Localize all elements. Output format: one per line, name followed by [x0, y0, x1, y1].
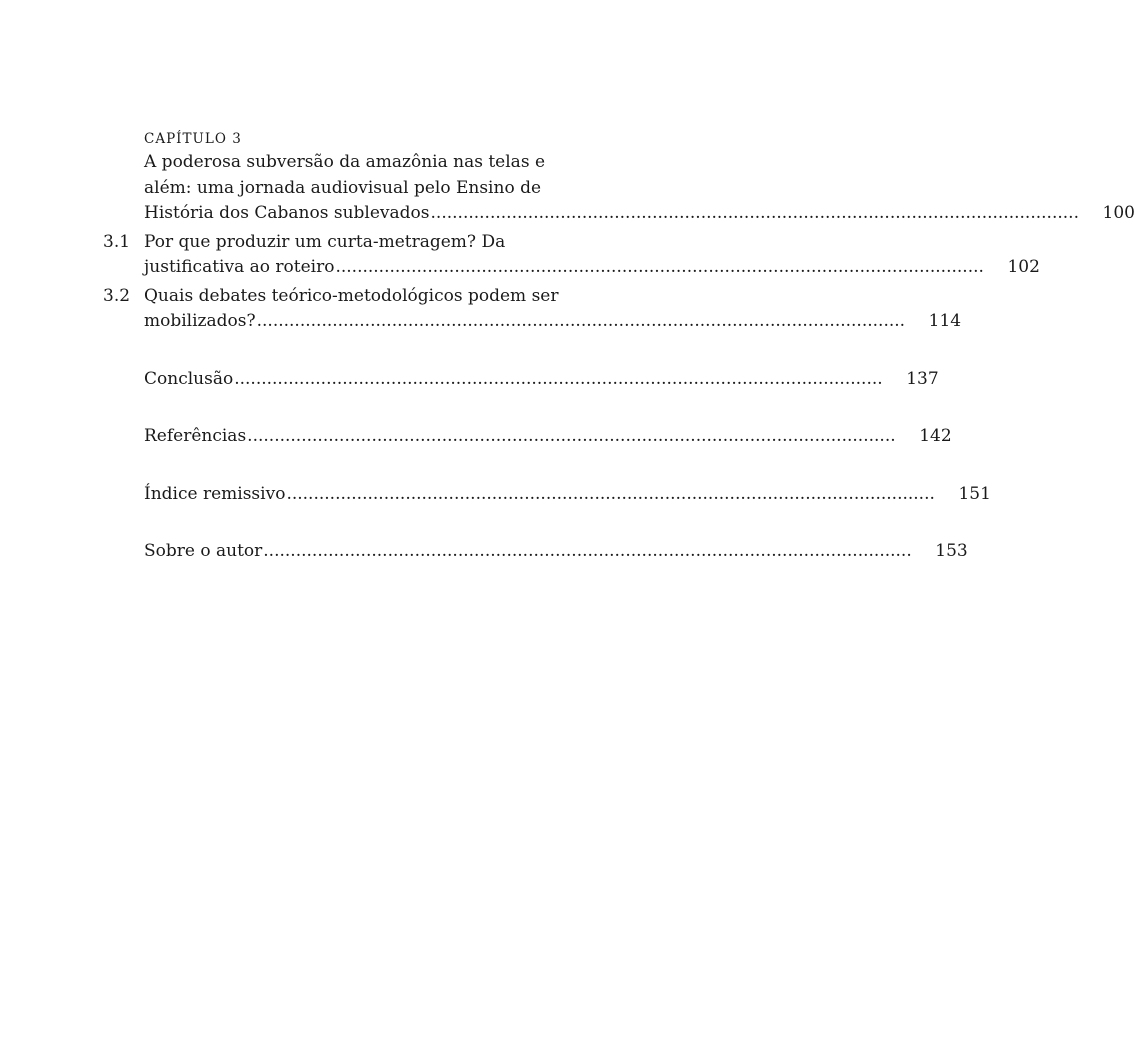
page-number: 153 [935, 541, 968, 561]
section-title-line: justificativa ao roteiro [144, 257, 335, 277]
dot-leader [257, 309, 905, 335]
chapter-label: CAPÍTULO 3 [144, 131, 242, 147]
page-number: 142 [919, 426, 952, 446]
toc-entry-conclusion[interactable] [103, 367, 939, 393]
toc-entry-references[interactable] [103, 424, 952, 450]
page-number: 114 [928, 311, 962, 331]
page-number: 102 [1007, 257, 1040, 277]
toc-entry-index[interactable] [103, 482, 991, 508]
chapter-title-line: além: uma jornada audiovisual pelo Ensino de [144, 177, 542, 198]
section-title-line: mobilizados? [144, 311, 256, 331]
chapter-title-line: A poderosa subversão da amazônia nas telas e [144, 152, 546, 172]
dot-leader [234, 367, 882, 393]
table-of-contents [103, 128, 1135, 565]
page-number: 100 [1102, 203, 1135, 223]
section-title-line: Quais debates teórico-metodológicos podem ser [144, 285, 559, 306]
entry-title: Conclusão [144, 368, 234, 389]
entry-title: Referências [144, 426, 247, 446]
toc-entry-about-author[interactable] [103, 539, 968, 565]
dot-leader [286, 482, 934, 508]
entry-title: Sobre o autor [144, 541, 263, 561]
dot-leader [263, 539, 911, 565]
page-number: 151 [958, 483, 991, 504]
section-number: 3.2 [103, 285, 131, 306]
section-title-line: Por que produzir um curta-metragem? Da [144, 231, 506, 252]
chapter-title-line: História dos Cabanos sublevados [144, 203, 430, 223]
entry-title: Índice remissivo [144, 483, 286, 504]
page-number: 137 [906, 368, 939, 389]
dot-leader [335, 255, 983, 281]
toc-entry-section[interactable] [103, 284, 962, 335]
section-number: 3.1 [103, 231, 131, 252]
dot-leader [247, 424, 895, 450]
dot-leader [431, 201, 1079, 227]
toc-entry-chapter-3[interactable] [103, 150, 1135, 227]
toc-entry-section[interactable] [103, 230, 1040, 281]
